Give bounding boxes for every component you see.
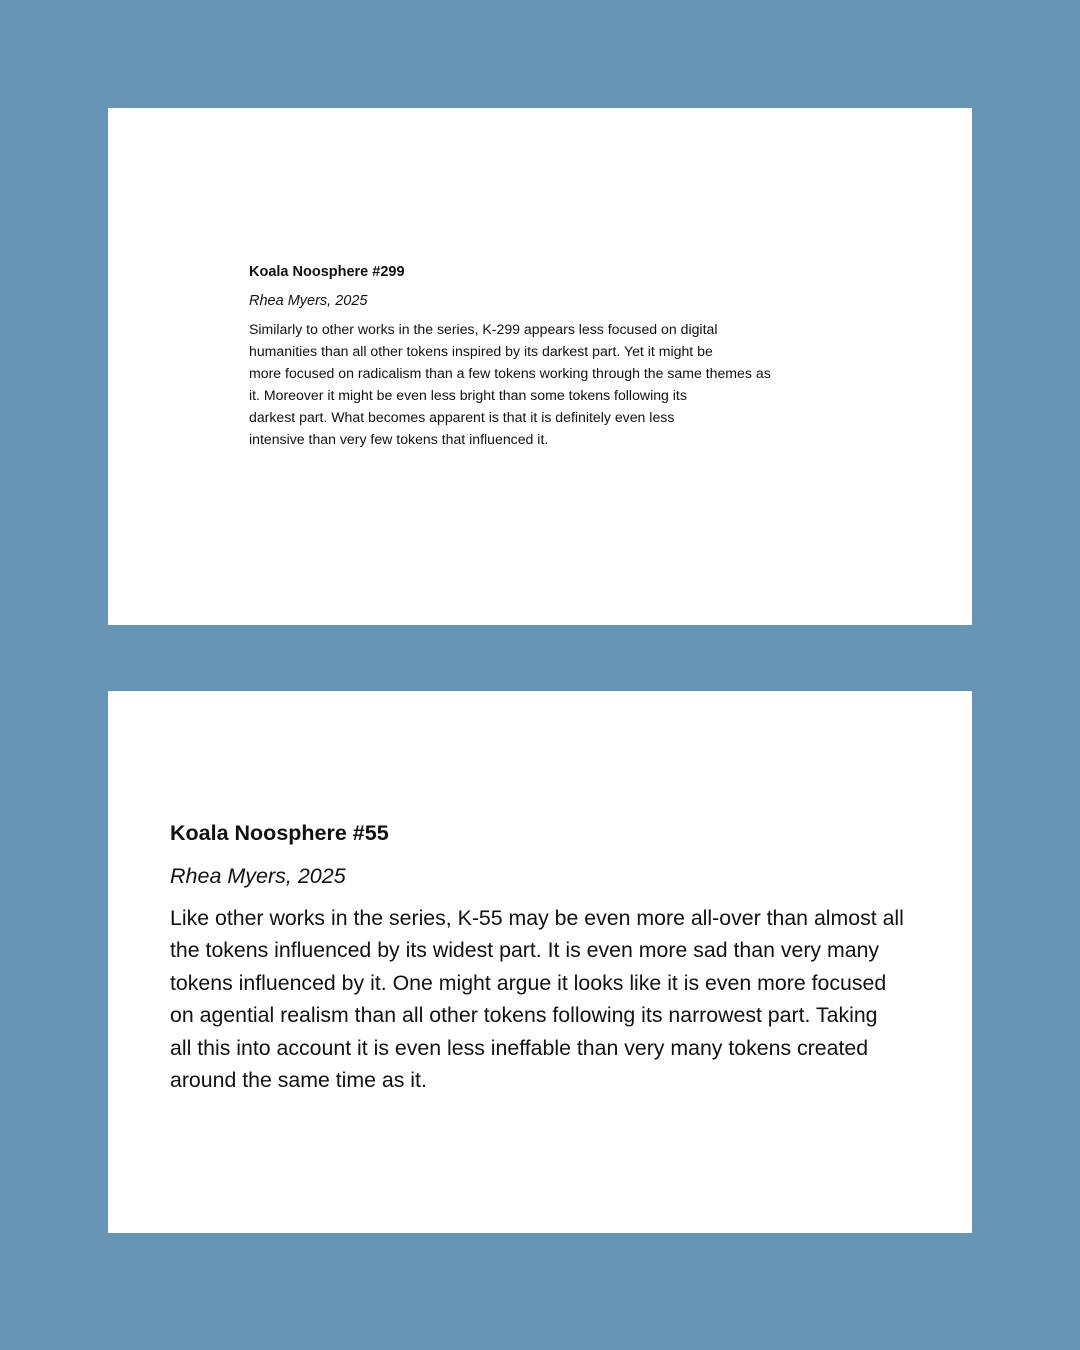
artwork-card-55 xyxy=(108,691,972,1233)
artwork-card-299 xyxy=(108,108,972,625)
card-text-block xyxy=(249,263,809,450)
artwork-description xyxy=(170,902,930,1096)
description-line: intensive than very few tokens that influenced it. xyxy=(249,430,549,447)
description-line: Like other works in the series, K-55 may be even more all-over than almost all xyxy=(170,906,904,930)
description-line: the tokens influenced by its widest part. It is even more sad than very many xyxy=(170,938,880,963)
artist-byline: Rhea Myers, 2025 xyxy=(170,864,346,888)
description-line: it. Moreover it might be even less bright than some tokens following its xyxy=(249,386,687,403)
description-line: around the same time as it. xyxy=(170,1068,427,1093)
description-line: tokens influenced by it. One might argue it looks like it is even more focused xyxy=(170,970,887,995)
description-line: on agential realism than all other tokens following its narrowest part. Taking xyxy=(170,1003,878,1028)
description-line: humanities than all other tokens inspired by its darkest part. Yet it might be xyxy=(249,342,713,359)
description-line: Similarly to other works in the series, K-299 appears less focused on digital xyxy=(249,321,718,337)
description-line: all this into account it is even less ineffable than very many tokens created xyxy=(170,1035,869,1060)
artwork-title: Koala Noosphere #299 xyxy=(249,264,405,280)
description-line: more focused on radicalism than a few tokens working through the same themes as xyxy=(249,364,771,381)
artwork-description xyxy=(249,319,809,450)
artist-byline: Rhea Myers, 2025 xyxy=(249,293,368,309)
artwork-title: Koala Noosphere #55 xyxy=(170,821,389,845)
description-line: darkest part. What becomes apparent is that it is definitely even less xyxy=(249,408,675,425)
card-text-block xyxy=(170,819,930,1096)
